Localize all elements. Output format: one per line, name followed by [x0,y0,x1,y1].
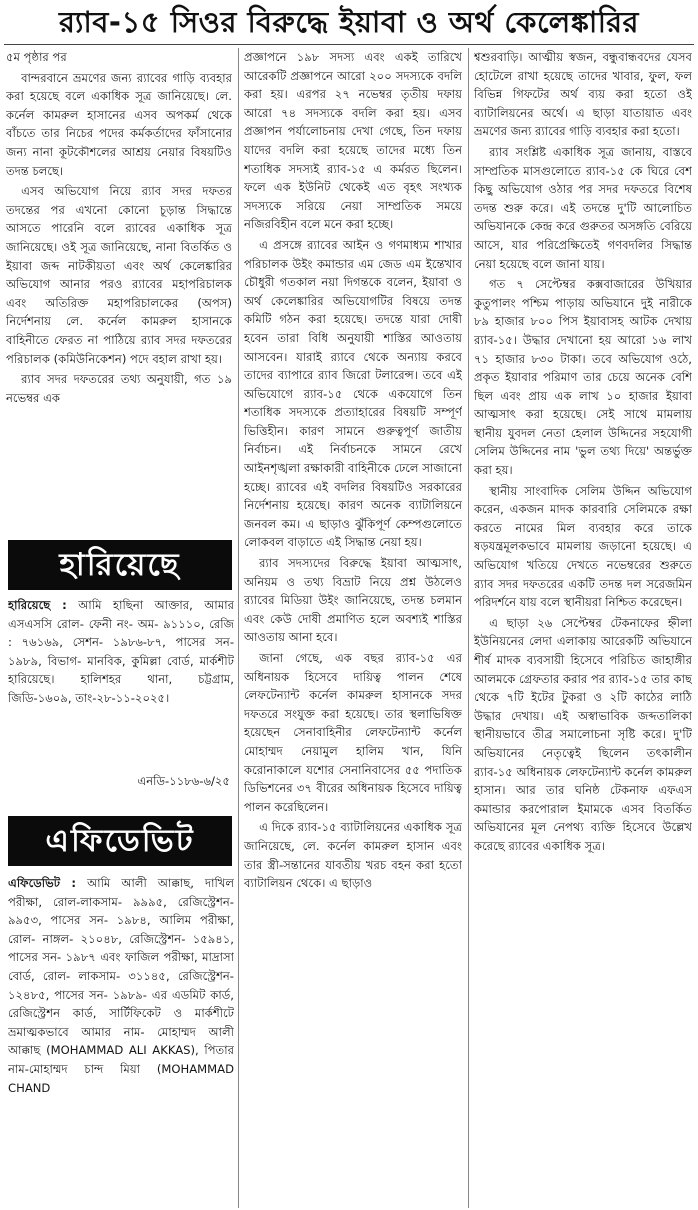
paragraph: এ দিকে র‍্যাব-১৫ ব্যাটালিয়নের একাধিক সূত্র জানিয়েছে, লে. কর্নেল কামরুল হাসান এবং তার স্ত্রী-সন্তানের যাবতীয় খরচ বহন করা হতো ব্যাটালিয়ন থেকে। এ ছাড়াও [244,820,462,891]
paragraph: র‍্যাব সদর দফতরের তথ্য অনুযায়ী, গত ১৯ নভেম্বর এক [6,372,232,405]
column-divider [238,48,239,1208]
article-headline: র‍্যাব-১৫ সিওর বিরুদ্ধে ইয়াবা ও অর্থ কেলেঙ্কারির [59,5,639,39]
headline-rule [4,44,694,45]
column-divider [468,48,469,1208]
lost-notice-heading: হারিয়েছে [8,540,232,590]
paragraph: এ ছাড়া ২৬ সেপ্টেম্বর টেকনাফের হ্নীলা ইউনিয়নের লেদা এলাকায় আরেকটি অভিযানে শীর্ষ মাদক ব্যবসায়ী হিসেবে পরিচিত জাহাঙ্গীর আলমকে গ্রেফতার করার পর র‍্যাব-১৫ তার কাছ থেকে ৭টি ইটের টুকরা ও ২টি কাঠের লাঠি উদ্ধার দেখায়। এই অস্বাভাবিক জব্দতালিকা স্থানীয়ভাবে তীব্র সমালোচনা সৃষ্টি করে। দু'টি অভিযানের নেতৃত্বেই ছিলেন তৎকালীন র‍্যাব-১৫ অধিনায়ক লেফটেন্যান্ট কর্নেল কামরুল হাসান। আর তার ঘনিষ্ঠ টেকনাফ এফএস কমান্ডার করপোরাল ইমামকে এসব বিতর্কিত অভিযানের মূল নেপথ্য ব্যক্তি হিসেবে উল্লেখ করেছে র‍্যাবের একাধিক সূত্র। [474,615,692,853]
article-column-2 [244,48,462,1208]
paragraph: বান্দরবানে ভ্রমণের জন্য র‍্যাবের গাড়ি ব্যবহার করা হয়েছে বলে একাধিক সূত্র জানিয়েছে। লে. কর্নেল কামরুল হাসানের এসব অপকর্ম থেকে বাঁচতে তার নিচের পদের কর্মকর্তাদের ফাঁসানোর জন্য নানা কূটকৌশলের আশ্রয় নেয়ার বিষয়টিও তদন্ত চলছে। [6,70,232,178]
paragraph: গত ৭ সেপ্টেম্বর কক্সবাজারের উখিয়ার কুতুপালং পশ্চিম পাড়ায় অভিযানে দুই নারীকে ৮৯ হাজার ৮০০ পিস ইয়াবাসহ আটক দেখায় র‍্যাব-১৫। উদ্ধার দেখানো হয় আরো ১৬ লাখ ৭১ হাজার ৮৩০ টাকা। তবে অভিযোগ ওঠে, প্রকৃত ইয়াবার পরিমাণ তার চেয়ে অনেক বেশি ছিল এবং প্রায় এক লাখ ১০ হাজার ইয়াবা আত্মসাৎ করা হয়েছে। সেই সাথে মামলায় স্থানীয় যুবদল নেতা হেলাল উদ্দিনের সহযোগী সেলিম উদ্দিনের নাম 'ভুল তথ্য দিয়ে' অন্তর্ভুক্ত করা হয়। [474,277,692,478]
article-column-1 [6,48,232,536]
affidavit-text: আমি আলী আক্কাছ, দাখিল পরীক্ষা, রোল-লাকসাম- ৯৯৯৫, রেজিস্ট্রেশন- ৯৯৫৩, পাসের সন- ১৯৮৪, আলিম পরীক্ষা, রোল- নাঙ্গল- ২১০৪৮, রেজিস্ট্রেশন- ১৫৯৪১, পাসের সন- ১৯৮৭ এবং ফাজিল পরীক্ষা, মাদ্রাসা বোর্ড, রোল- লাকসাম- ৩১১৪৫, রেজিস্ট্রেশন- ১২৪৮৫, পাসের সন- ১৯৮৯- এর এডমিট কার্ড, রেজিস্ট্রেশন কার্ড, সার্টিফিকেট ও মার্কশীটে ভ্রমাত্মকভাবে আমার নাম- মোহাম্মদ আলী আক্কাছ (MOHAMMAD ALI AKKAS), পিতার নাম-মোহাম্মদ চান্দ মিয়া (MOHAMMAD CHAND [8,876,234,1095]
lost-notice-ref: এনডি-১১৮৬-৬/২৫ [137,774,230,788]
lost-notice-body [8,596,234,772]
lost-notice-text: আমি হাছিনা আক্তার, আমার এসএসসি রোল- ফেনী নং- অম- ৯১১১০, রেজি : ৭৬১৬৯, সেশন- ১৯৮৬-৮৭, পাসের সন- ১৯৮৯, বিভাগ- মানবিক, কুমিল্লা বোর্ড, মার্কশীট হারিয়েছে। হালিশহর থানা, চট্টগ্রাম, জিডি-১৬০৯, তাং-২৮-১১-২০২৫। [8,598,234,705]
paragraph: শ্বশুরবাড়ি। আত্মীয় স্বজন, বন্ধুবান্ধবদের যেসব হোটেলে রাখা হয়েছে তাদের খাবার, ফুল, ফল বিভিন্ন গিফটের অর্থ ব্যয় করা হতো ওই ব্যাটালিয়নের অর্থে। এ ছাড়া যাতায়াত এবং ভ্রমণের জন্য র‍্যাবের গাড়ি ব্যবহার করা হতো। [474,50,692,139]
paragraph: র‍্যাব সদস্যদের বিরুদ্ধে ইয়াবা আত্মসাৎ, অনিয়ম ও তথ্য বিভ্রাট নিয়ে প্রশ্ন উঠলেও র‍্যাবের মিডিয়া উইং জানিয়েছে, তদন্ত চলমান এবং কেউ দোষী প্রমাণিত হলে অবশ্যই শাস্তির আওতায় আনা হবে। [244,556,462,645]
affidavit-lead: এফিডেভিট : [8,876,77,890]
continuation-note: ৫ম পৃষ্ঠার পর [6,50,67,64]
paragraph: প্রজ্ঞাপনে ১৯৮ সদস্য এবং একই তারিখে আরেকটি প্রজ্ঞাপনে আরো ২০০ সদস্যকে বদলি করা হয়। এরপর ২৭ নভেম্বর তৃতীয় দফায় আরো ৭৪ সদস্যকে বদলি করা হয়। এসব প্রজ্ঞাপন পর্যালোচনায় দেখা গেছে, তিন দফায় যাদের বদলি করা হয়েছে তাদের মধ্যে তিন শতাধিক সদস্যই র‍্যাব-১৫ এ কর্মরত ছিলেন। ফলে এক ইউনিট থেকেই এত বৃহৎ সংখ্যক সদস্যকে সরিয়ে নেয়া সাম্প্রতিক সময়ে নজিরবিহীন বলে মনে করা হচ্ছে। [244,50,462,232]
paragraph: স্থানীয় সাংবাদিক সেলিম উদ্দিন অভিযোগ করেন, একজন মাদক কারবারি সেলিমকে রক্ষা করতে নামের মিল ব্যবহার করে তাকে ষড়যন্ত্রমূলকভাবে মামলায় জড়ানো হয়েছে। এ অভিযোগ খতিয়ে দেখতে নভেম্বরের শুরুতে র‍্যাব সদর দফতরের একটি তদন্ত দল সরেজমিন পরিদর্শনে যায় বলে স্থানীয়রা নিশ্চিত করেছেন। [474,483,692,610]
article-column-3 [474,48,692,1208]
paragraph: র‍্যাব সংশ্লিষ্ট একাধিক সূত্র জানায়, বাস্তবে সাম্প্রতিক মাসগুলোতে র‍্যাব-১৫ কে ঘিরে বেশ কিছু অভিযোগ ওঠার পর সদর দফতরে বিশেষ তদন্ত শুরু করে। এই তদন্তে দু'টি আলোচিত অভিযানকে কেন্দ্র করে গুরুতর অসঙ্গতি বেরিয়ে আসে, যার পরিপ্রেক্ষিতেই গণবদলির সিদ্ধান্ত নেয়া হয়েছে বলে জানা যায়। [474,144,692,271]
lost-notice-lead: হারিয়েছে : [8,598,67,612]
affidavit-heading: এফিডেভিট [8,816,232,866]
affidavit-body [8,874,234,1208]
paragraph: এ প্রসঙ্গে র‍্যাবের আইন ও গণমাধ্যম শাখার পরিচালক উইং কমান্ডার এম জেড এম ইন্তেখাব চৌধুরী গতকাল নয়া দিগন্তকে বলেন, ইয়াবা ও অর্থ কেলেঙ্কারির অভিযোগটির বিষয়ে তদন্ত কমিটি গঠন করা হয়েছে। তদন্তে যারা দোষী হবেন তারা বিধি অনুযায়ী শাস্তির আওতায় আসবেন। যারাই র‍্যাবে থেকে অন্যায় করবে তাদের ব্যাপারে র‍্যাব জিরো টলারেন্স। তবে এই অভিযোগে র‍্যাব-১৫ থেকে একযোগে তিন শতাধিক সদস্যকে প্রত্যাহারের বিষয়টি সম্পূর্ণ ভিত্তিহীন। কারণ সামনে গুরুত্বপূর্ণ জাতীয় নির্বাচন। এই নির্বাচনকে সামনে রেখে আইনশৃঙ্খলা রক্ষাকারী বাহিনীকে ঢেলে সাজানো হচ্ছে। র‍্যাবের এই বদলির বিষয়টিও সরকারের নির্দেশনায় হয়েছে। কারণ অনেক ব্যাটালিয়নে জনবল কম। এ ছাড়াও ঝুঁকিপূর্ণ কেম্পগুলোতে লোকবল বাড়াতে এই সিদ্ধান্ত নেয়া হয়। [244,237,462,550]
paragraph: জানা গেছে, এক বছর র‍্যাব-১৫ এর অধিনায়ক হিসেবে দায়িত্ব পালন শেষে লেফটেন্যান্ট কর্নেল কামরুল হাসানকে সদর দফতরে সংযুক্ত করা হয়েছে। তার স্থলাভিষিক্ত হয়েছেন সেনাবাহিনীর লেফটেন্যান্ট কর্নেল মোহাম্মদ নেয়ামুল হালিম খান, যিনি করোনাকালে যশোর সেনানিবাসের ৫৫ পদাতিক ডিভিশনের ৩৭ বীরের অধিনায়ক হিসেবে দায়িত্ব পালন করেছিলেন। [244,651,462,814]
paragraph: এসব অভিযোগ নিয়ে র‍্যাব সদর দফতর তদন্তের পর এখনো কোনো চূড়ান্ত সিদ্ধান্তে আসতে পারেনি বলে র‍্যাবের একাধিক সূত্র জানিয়েছে। ওই সূত্র জানিয়েছে, নানা বিতর্কিত ও ইয়াবা জব্দ নাটকীয়তা এবং অর্থ কেলেঙ্কারির অভিযোগ আনার পরও র‍্যাবের মহাপরিচালক এবং অতিরিক্ত মহাপরিচালকের (অপস) নির্দেশনায় লে. কর্নেল কামরুল হাসানকে বাহিনীতে ফেরত না পাঠিয়ে র‍্যাব সদর দফতরের পরিচালক (কমিউনিকেশন) পদে বহাল রাখা হয়। [6,184,232,366]
